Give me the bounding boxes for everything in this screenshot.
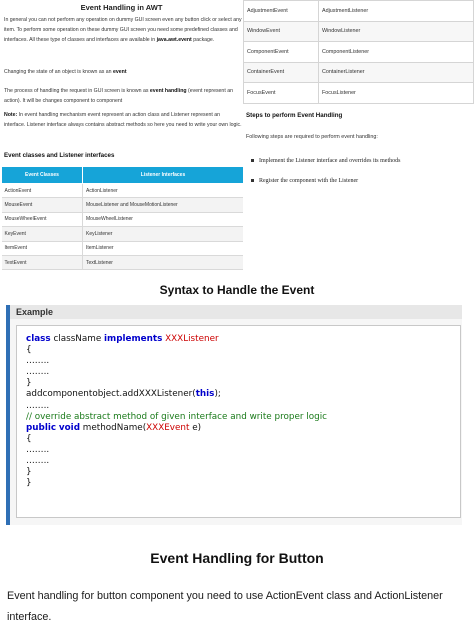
table-row (244, 42, 474, 63)
code-class-name: className (53, 334, 102, 344)
example-label: Example (10, 305, 462, 319)
button-section-title: Event Handling for Button (150, 550, 324, 566)
listener-cell: FocusListener (319, 83, 474, 104)
code-comment: // override abstract method of given interface and write proper logic (26, 411, 327, 422)
code-method: methodName( (82, 422, 147, 433)
listener-cell: ActionListener (83, 184, 244, 198)
event-handling-definition (4, 86, 242, 106)
awt-article (0, 0, 243, 270)
event-definition (4, 67, 242, 77)
code-param: e) (192, 422, 202, 433)
button-section-text: Event handling for button component you need to use ActionEvent class and ActionListener interface. (7, 590, 443, 623)
code-dots: …….. (26, 367, 50, 378)
code-add-call: addcomponentobject.addXXXListener( (26, 389, 196, 400)
event-classes-table-continued (243, 0, 474, 104)
intro-text: In general you can not perform any operation on dummy GUI screen even any button click or select any item. To perform some operation on these dummy GUI screen you need some predefined classes and interfaces. All these type of classes and interfaces are available in (4, 17, 242, 44)
event-class-cell: AdjustmentEvent (244, 1, 319, 22)
package-name: java.awt.event (156, 37, 192, 44)
note-label: Note: (4, 112, 18, 118)
step-text: Register the component with the Listener (259, 178, 359, 184)
code-dots: …….. (26, 456, 50, 467)
code-dots: …….. (26, 444, 50, 455)
code-brace: { (26, 345, 32, 356)
event-class-cell: MouseWheelEvent (2, 212, 83, 226)
code-keyword: public (26, 422, 57, 433)
listener-cell: MouseListener and MouseMotionListener (83, 198, 244, 212)
event-class-cell: MouseEvent (2, 198, 83, 212)
code-dots: …….. (26, 400, 50, 411)
code-brace: } (26, 478, 32, 489)
code-listener: XXXListener (165, 334, 219, 344)
right-panel (243, 0, 474, 270)
intro-paragraph (4, 15, 242, 46)
code-event-type: XXXEvent (146, 422, 190, 433)
listener-cell: MouseWheelListener (83, 212, 244, 226)
column-header: Listener Interfaces (83, 167, 244, 184)
step-text: Implement the Listener interface and overrides its methods (259, 158, 401, 164)
code-brace: } (26, 378, 32, 389)
event-class-cell: ActionEvent (2, 184, 83, 198)
code-add-call-end: ); (214, 389, 221, 400)
event-classes-table (1, 166, 244, 270)
example-box (6, 305, 462, 525)
code-keyword: this (195, 389, 215, 400)
event-class-cell: ComponentEvent (244, 42, 319, 63)
intro-text-end: package. (193, 37, 215, 44)
event-class-cell: FocusEvent (244, 83, 319, 104)
event-class-cell: WindowEvent (244, 21, 319, 42)
code-brace: { (26, 433, 32, 444)
steps-intro: Following steps are required to perform event handling: (246, 134, 378, 140)
event-handling-term: event handling (149, 88, 187, 94)
table-header-row (2, 167, 244, 184)
column-header: Event Classes (2, 167, 83, 184)
table-row (244, 1, 474, 22)
listener-cell: ContainerListener (319, 62, 474, 83)
step-item (251, 158, 400, 164)
event-class-cell: ContainerEvent (244, 62, 319, 83)
listener-cell: AdjustmentListener (319, 1, 474, 22)
table-row (2, 227, 244, 241)
event-class-cell: TextEvent (2, 255, 83, 269)
bullet-icon (251, 159, 254, 162)
table-row (244, 21, 474, 42)
code-keyword: class (26, 334, 51, 344)
article-title: Event Handling in AWT (80, 3, 163, 12)
note-text: In event handling mechanism event represent an action class and Listener represent an interface. Listener interface always contains abstract methods so here you need to write your own logic. (4, 112, 242, 129)
event-class-cell: ItemEvent (2, 241, 83, 255)
table-row (2, 241, 244, 255)
event-handling-text-end: (event represent an action). It will be changes component to component (4, 88, 233, 105)
code-keyword: void (58, 422, 80, 433)
code-block (16, 325, 461, 518)
listener-cell: ComponentListener (319, 42, 474, 63)
event-class-cell: KeyEvent (2, 227, 83, 241)
listener-cell: ItemListener (83, 241, 244, 255)
table-row (2, 198, 244, 212)
event-definition-text: Changing the state of an object is known as an (4, 69, 112, 75)
note-paragraph (4, 110, 242, 130)
steps-heading: Steps to perform Event Handling (246, 112, 343, 119)
event-handling-text: The process of handling the request in GUI screen is known as (4, 88, 149, 94)
listener-cell: TextListener (83, 255, 244, 269)
bullet-icon (251, 179, 254, 182)
step-item (251, 178, 358, 184)
syntax-title: Syntax to Handle the Event (159, 283, 315, 297)
table-row (244, 62, 474, 83)
code-keyword: implements (104, 334, 163, 344)
event-term: event (113, 69, 127, 75)
section-heading: Event classes and Listener interfaces (4, 152, 115, 159)
table-row (2, 184, 244, 198)
table-row (2, 212, 244, 226)
code-brace: } (26, 467, 32, 478)
table-row (244, 83, 474, 104)
table-row (2, 255, 244, 269)
listener-cell: WindowListener (319, 21, 474, 42)
listener-cell: KeyListener (83, 227, 244, 241)
code-dots: …….. (26, 356, 50, 367)
